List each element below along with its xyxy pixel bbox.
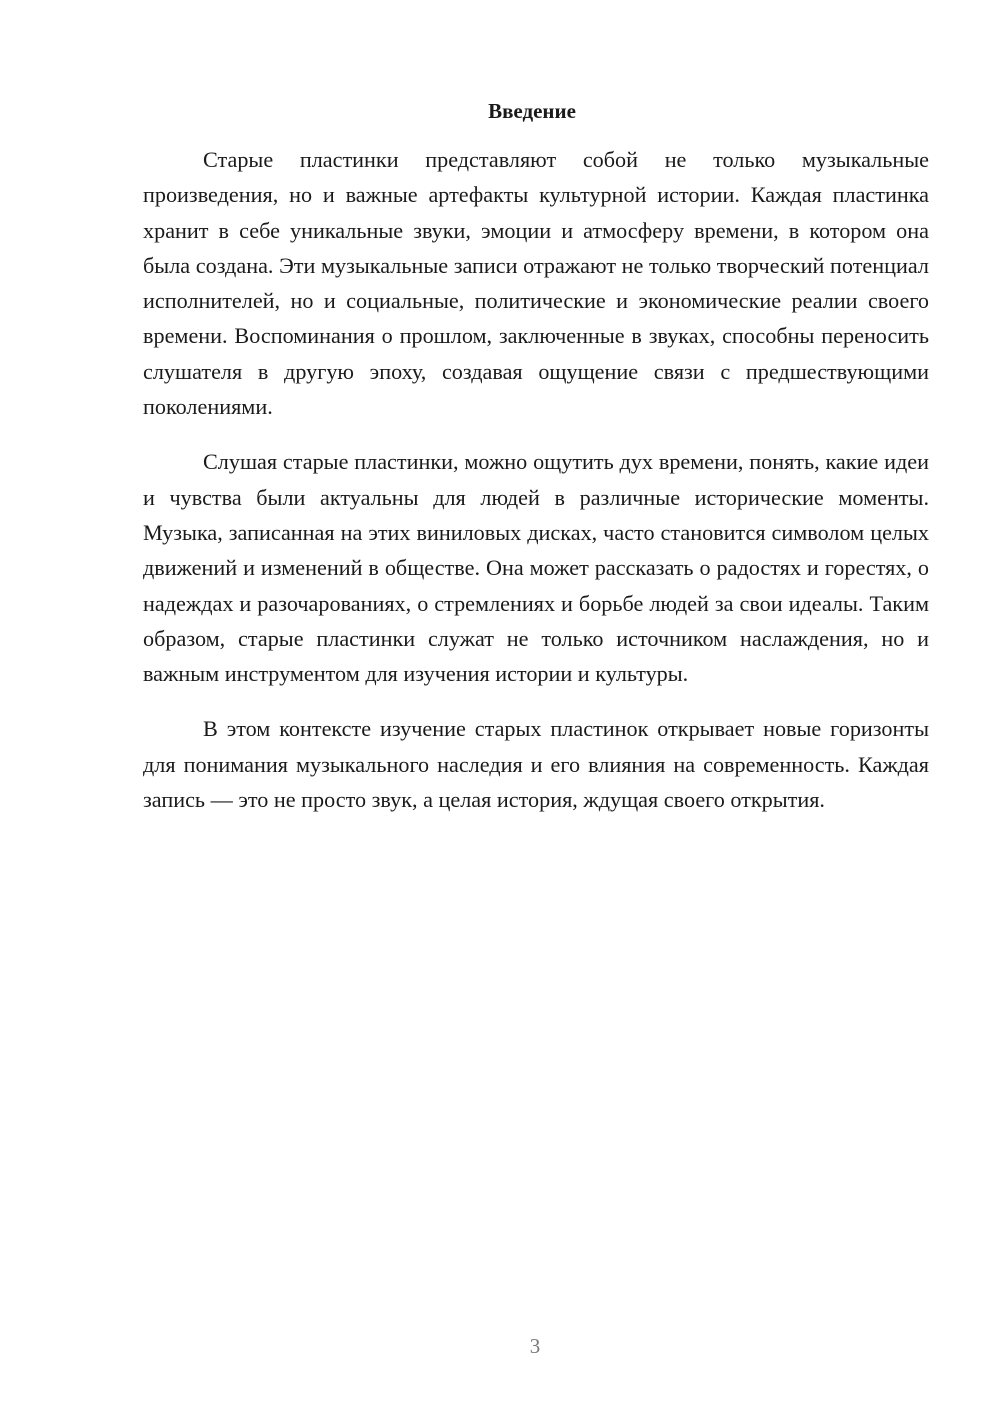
section-heading: Введение bbox=[488, 99, 576, 123]
paragraph-1: Старые пластинки представляют собой не только музыкальные произведения, но и важные артефакты культурной истории. Каждая пластинка хранит в себе уникальные звуки, эмоции и атмосферу времени, в котором она была создана. Эти музыкальные записи отражают не только творческий потенциал исполнителей, но и социальные, политические и экономические реалии своего времени. Воспоминания о прошлом, заключенные в звуках, способны переносить слушателя в другую эпоху, создавая ощущение связи с предшествующими поколениями. bbox=[143, 147, 929, 420]
paragraph-3: В этом контексте изучение старых пластинок открывает новые горизонты для понимания музыкального наследия и его влияния на современность. Каждая запись — это не просто звук, а целая история, ждущая своего открытия. bbox=[143, 716, 929, 813]
page-number: 3 bbox=[529, 1334, 541, 1358]
paragraph-2: Слушая старые пластинки, можно ощутить дух времени, понять, какие идеи и чувства были актуальны для людей в различные исторические моменты. Музыка, записанная на этих виниловых дисках, часто становится символом целых движений и изменений в обществе. Она может рассказать о радостях и горестях, о надеждах и разочарованиях, о стремлениях и борьбе людей за свои идеалы. Таким образом, старые пластинки служат не только источником наслаждения, но и важным инструментом для изучения истории и культуры. bbox=[143, 449, 929, 687]
page-content bbox=[143, 96, 929, 817]
